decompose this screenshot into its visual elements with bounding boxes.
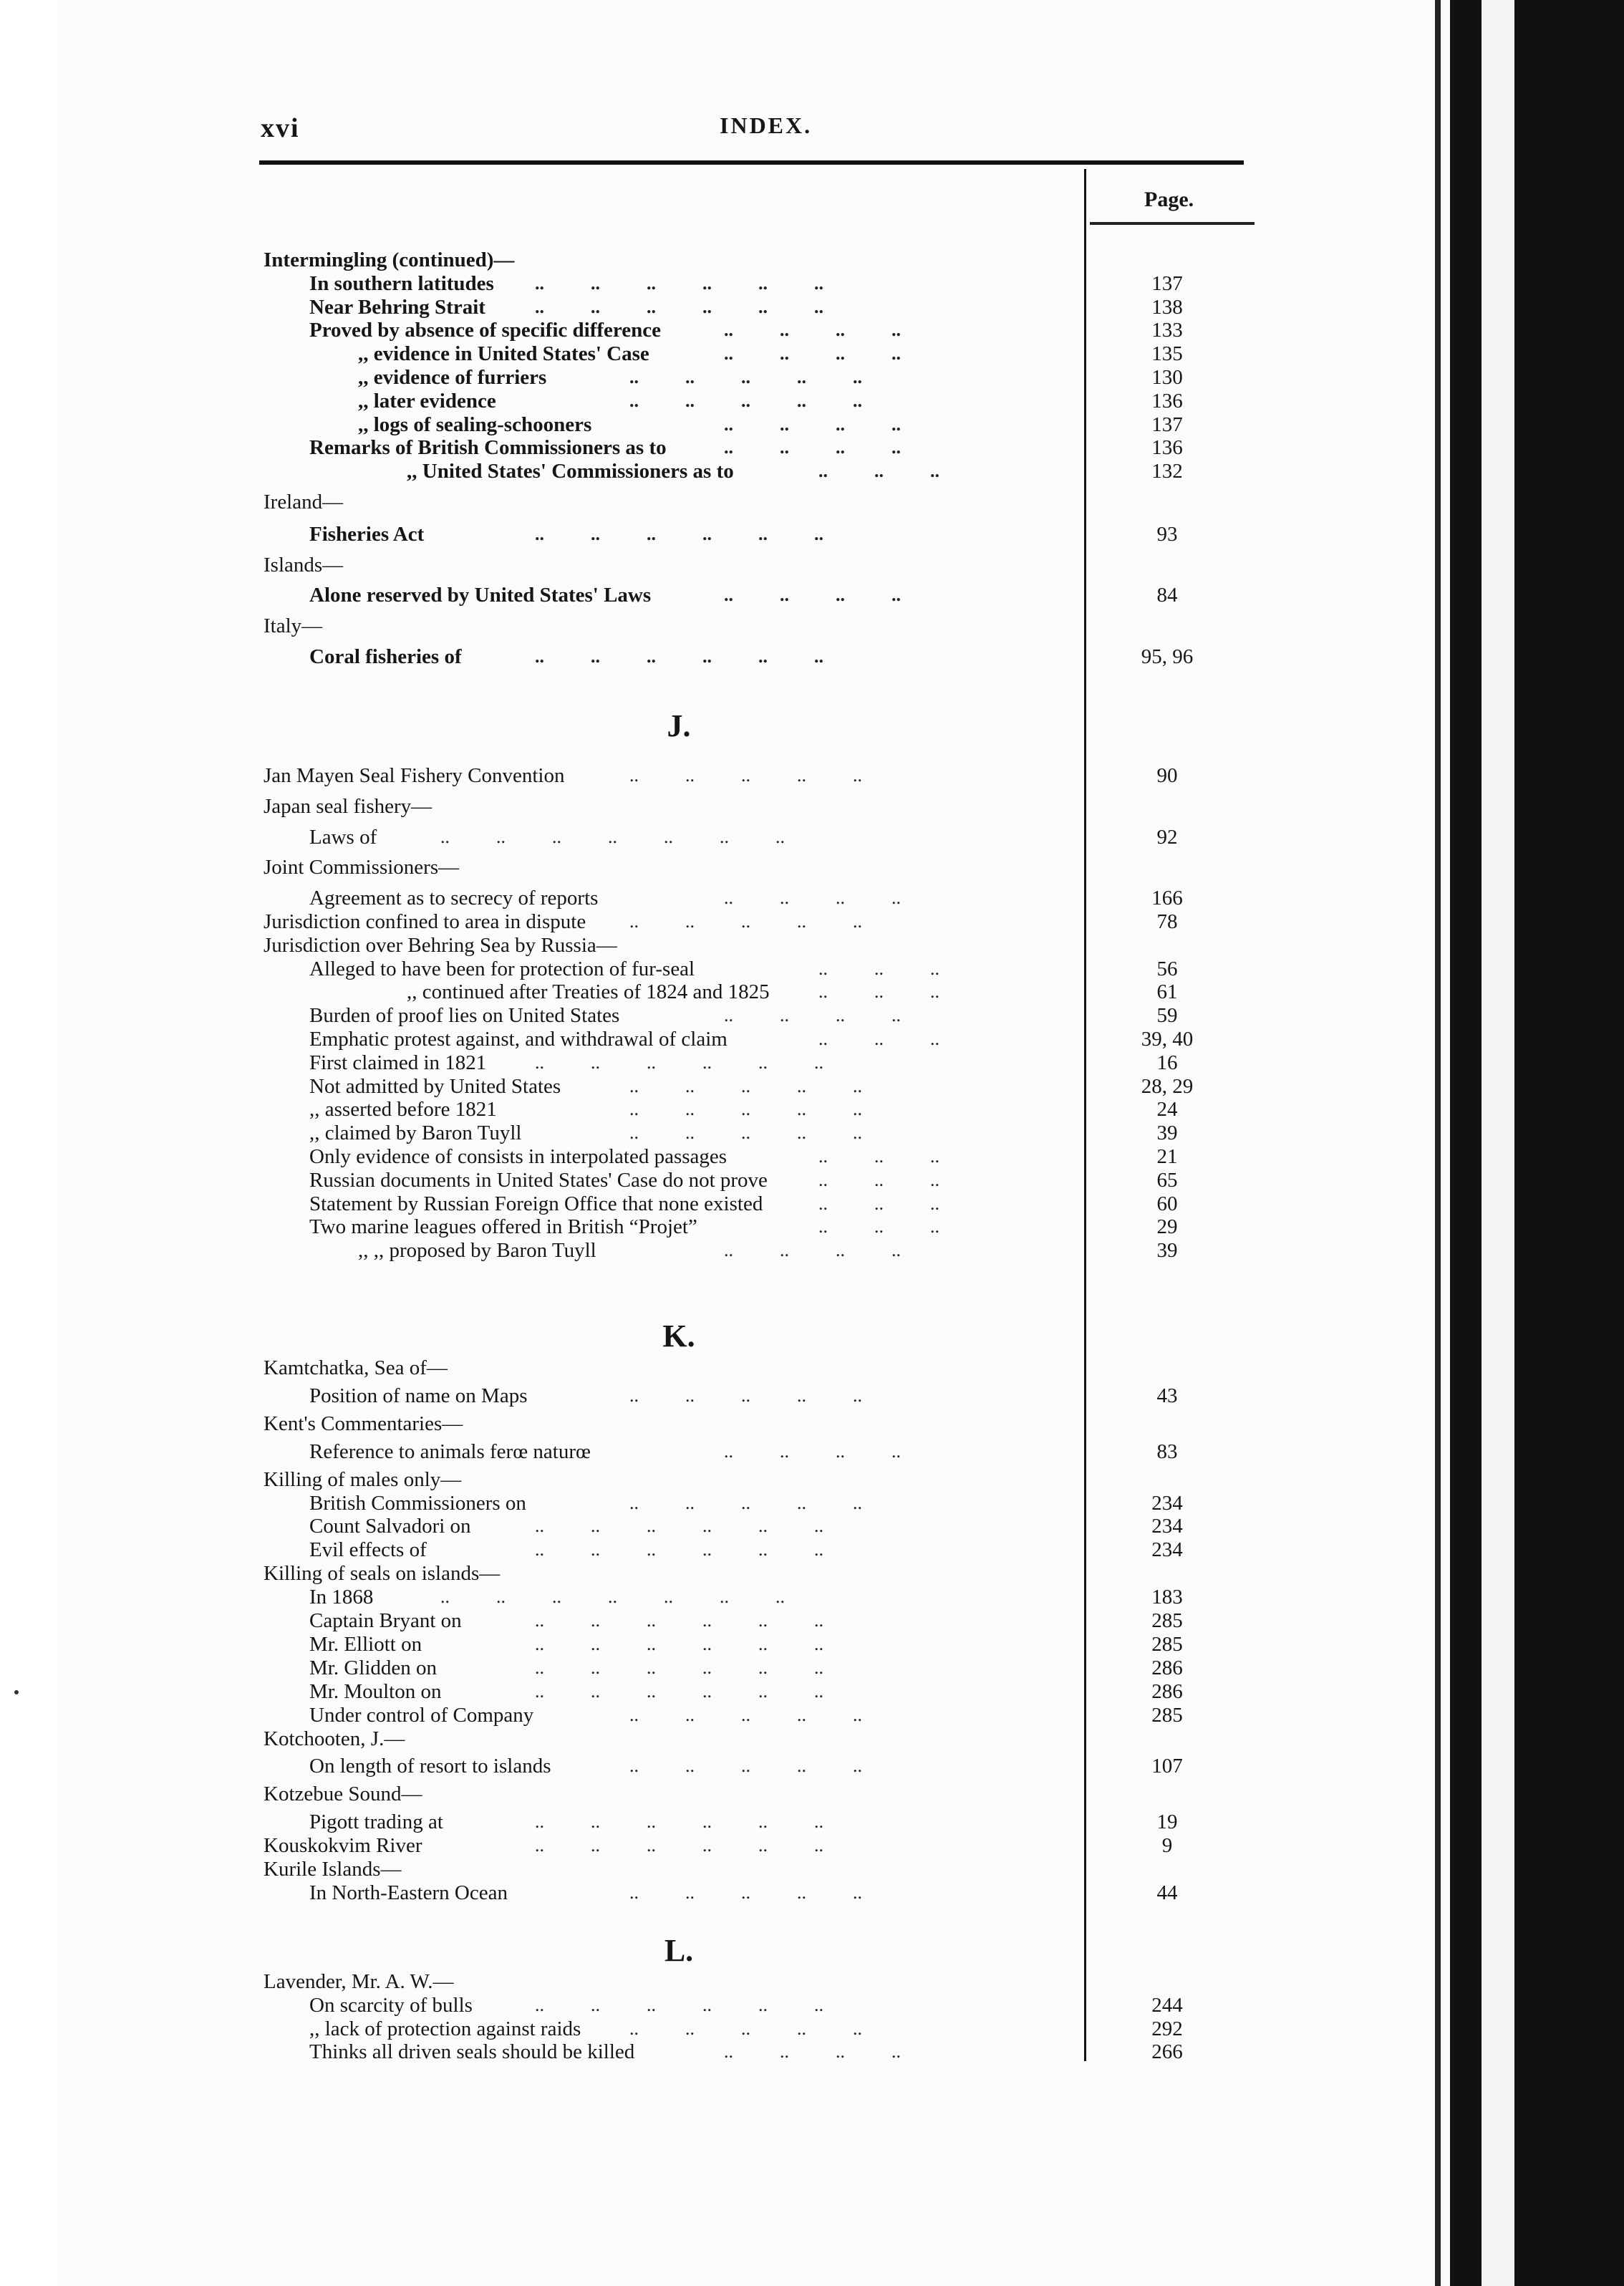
index-entry-text: Mr. Elliott on <box>309 1633 422 1656</box>
index-entry <box>309 295 1081 319</box>
index-entry <box>309 1003 1081 1028</box>
page-number: 130 <box>1151 366 1183 389</box>
dot-leader: .. .. .. .. .. .. .. <box>412 1586 803 1607</box>
index-entry-text: ,, asserted before 1821 <box>309 1098 497 1121</box>
page-number: 78 <box>1156 910 1178 933</box>
index-entry-text: Evil effects of <box>309 1538 427 1561</box>
index-entry-text: Under control of Company <box>309 1704 534 1727</box>
page-number: 21 <box>1156 1145 1178 1168</box>
page-number: 137 <box>1151 413 1183 436</box>
index-entry-text: Reference to animals ferœ naturœ <box>309 1440 591 1463</box>
index-entry-text: Kent's Commentaries— <box>264 1412 463 1435</box>
index-entry <box>309 1384 1081 1408</box>
index-entry <box>309 1074 1081 1099</box>
index-heading <box>264 763 1081 788</box>
dot-leader: .. .. .. .. .. .. <box>507 1681 842 1702</box>
index-entry-text: Kotchooten, J.— <box>264 1727 405 1750</box>
page-number: 56 <box>1156 958 1178 980</box>
dot-leader: .. .. .. <box>791 958 958 979</box>
index-heading <box>264 1857 1081 1881</box>
index-entry <box>358 389 1081 413</box>
index-entry <box>309 1993 1081 2017</box>
index-entry-text: ,, evidence of furriers <box>358 366 547 389</box>
index-entry-text: Mr. Glidden on <box>309 1656 438 1679</box>
index-entry-text: Kurile Islands— <box>264 1858 402 1881</box>
index-entry-text: Only evidence of consists in interpolated passages <box>309 1145 728 1168</box>
index-entry <box>309 1051 1081 1075</box>
page-number: 65 <box>1156 1169 1178 1192</box>
dot-leader: .. .. .. .. <box>696 343 919 364</box>
index-entry-text: On scarcity of bulls <box>309 1994 473 2017</box>
index-heading <box>264 1833 1081 1858</box>
index-entry-text: Captain Bryant on <box>309 1609 462 1632</box>
page-number: 132 <box>1151 460 1183 483</box>
dot-leader: .. .. .. <box>791 1169 958 1190</box>
page-number: 234 <box>1151 1515 1183 1538</box>
page-number: 136 <box>1151 390 1183 413</box>
dot-leader: .. .. .. .. .. <box>601 367 881 387</box>
index-entry <box>309 1609 1081 1633</box>
index-entry-text: Italy— <box>264 614 323 637</box>
dot-leader: .. .. .. .. .. .. <box>507 1634 842 1654</box>
dot-leader: .. .. .. .. <box>696 1240 919 1260</box>
index-entry-text: Joint Commissioners— <box>264 856 460 879</box>
index-entry <box>309 271 1081 296</box>
index-entry <box>309 1679 1081 1704</box>
page-number: 43 <box>1156 1384 1178 1407</box>
dot-leader: .. .. .. .. <box>696 2041 919 2062</box>
index-heading <box>264 855 1081 879</box>
page-number: 266 <box>1151 2040 1183 2063</box>
index-entry <box>309 318 1081 342</box>
page-number: 166 <box>1151 887 1183 910</box>
index-entry-text: Proved by absence of specific difference <box>309 319 662 342</box>
dot-leader: .. .. .. .. <box>696 437 919 458</box>
index-heading <box>264 553 1081 577</box>
page-number: 133 <box>1151 319 1183 342</box>
index-entry <box>309 1585 1081 1609</box>
index-entry-text: Japan seal fishery— <box>264 795 432 818</box>
index-entry-text: In southern latitudes <box>309 272 494 295</box>
index-entry <box>309 886 1081 910</box>
dot-leader: .. .. .. .. <box>696 319 919 340</box>
index-entry-text: Emphatic protest against, and withdrawal of claim <box>309 1028 728 1051</box>
index-entry-text: Alleged to have been for protection of fur-seal <box>309 958 695 980</box>
index-entry <box>309 1538 1081 1562</box>
index-entry-text: Lavender, Mr. A. W.— <box>264 1970 454 1993</box>
index-entry <box>407 459 1081 483</box>
index-entry-text: First claimed in 1821 <box>309 1051 487 1074</box>
dot-leader: .. .. .. .. .. <box>601 765 881 786</box>
page-number: 9 <box>1161 1834 1173 1857</box>
dot-leader: .. .. .. <box>791 1193 958 1214</box>
next-page-edge <box>1450 0 1624 2286</box>
index-heading <box>264 1727 1081 1751</box>
index-entry-text: Kamtchatka, Sea of— <box>264 1356 448 1379</box>
index-heading <box>264 1356 1081 1380</box>
index-entry-text: Alone reserved by United States' Laws <box>309 584 652 607</box>
index-entry <box>358 413 1081 437</box>
index-entry <box>309 645 1081 669</box>
index-entry-text: Laws of <box>309 826 377 849</box>
dot-leader: .. .. .. .. .. <box>601 1076 881 1096</box>
dot-leader: .. .. .. .. .. .. <box>507 524 842 544</box>
index-entry <box>309 1632 1081 1656</box>
dot-leader: .. .. .. .. .. <box>601 1704 881 1725</box>
index-entry-text: Islands— <box>264 554 344 577</box>
page-number: 137 <box>1151 272 1183 295</box>
page-number: 286 <box>1151 1656 1183 1679</box>
page-number: 93 <box>1156 523 1178 546</box>
page-number: 285 <box>1151 1633 1183 1656</box>
page-number: 92 <box>1156 826 1178 849</box>
page-number: 39 <box>1156 1239 1178 1262</box>
dot-leader: .. .. .. .. .. .. <box>507 1657 842 1678</box>
index-heading <box>264 614 1081 638</box>
index-entry <box>407 980 1081 1004</box>
index-entry-text: ,, later evidence <box>358 390 496 413</box>
page-number: 59 <box>1156 1004 1178 1027</box>
index-entry-text: ,, United States' Commissioners as to <box>407 460 734 483</box>
index-entry <box>309 2040 1081 2064</box>
dot-leader: .. .. .. .. .. .. <box>507 1811 842 1832</box>
running-head: INDEX. <box>720 112 813 138</box>
page-number: 90 <box>1156 764 1178 787</box>
dot-leader: .. .. .. .. .. .. <box>507 1539 842 1560</box>
scan-speck <box>14 1690 19 1694</box>
index-entry-text: Ireland— <box>264 491 344 513</box>
dot-leader: .. .. .. .. .. .. <box>507 296 842 317</box>
dot-leader: .. .. .. .. .. <box>601 2018 881 2039</box>
index-entry-text: Statement by Russian Foreign Office that none existed <box>309 1192 763 1215</box>
dot-leader: .. .. .. .. <box>696 887 919 908</box>
index-heading <box>264 794 1081 819</box>
dot-leader: .. .. .. .. <box>696 1005 919 1026</box>
page-column-rule <box>1084 169 1086 2061</box>
page-number: 138 <box>1151 296 1183 319</box>
index-entry-text: Thinks all driven seals should be killed <box>309 2040 635 2063</box>
page-number: 61 <box>1156 980 1178 1003</box>
dot-leader: .. .. .. .. .. <box>601 390 881 411</box>
index-entry-text: In North-Eastern Ocean <box>309 1881 508 1904</box>
page-number: 16 <box>1156 1051 1178 1074</box>
dot-leader: .. .. .. .. .. .. .. <box>412 826 803 847</box>
section-letter-j: J. <box>667 708 691 743</box>
dot-leader: .. .. .. .. .. <box>601 911 881 932</box>
page-number: 60 <box>1156 1192 1178 1215</box>
dot-leader: .. .. .. .. .. .. <box>507 1995 842 2015</box>
dot-leader: .. .. .. .. .. <box>601 1122 881 1143</box>
section-letter-k: K. <box>662 1318 695 1354</box>
index-heading <box>264 248 1081 272</box>
index-entry <box>309 2017 1081 2041</box>
index-entry <box>309 1810 1081 1834</box>
dot-leader: .. .. .. .. <box>696 414 919 435</box>
index-entry-text: British Commissioners on <box>309 1492 526 1515</box>
page-number: 83 <box>1156 1440 1178 1463</box>
index-entry <box>309 825 1081 849</box>
page-number: 285 <box>1151 1609 1183 1632</box>
index-entry <box>358 365 1081 390</box>
dot-leader: .. .. .. .. .. .. <box>507 273 842 294</box>
index-entry-text: Not admitted by United States <box>309 1075 561 1098</box>
page-number: 183 <box>1151 1586 1183 1609</box>
index-entry-text: On length of resort to islands <box>309 1755 551 1778</box>
index-entry <box>309 522 1081 546</box>
index-entry-text: Count Salvadori on <box>309 1515 471 1538</box>
index-entry-text: Near Behring Strait <box>309 296 485 319</box>
index-entry <box>309 957 1081 981</box>
index-entry-text: In 1868 <box>309 1586 374 1609</box>
index-entry-text: Position of name on Maps <box>309 1384 528 1407</box>
index-entry-text: Intermingling (continued)— <box>264 249 515 271</box>
page-number: 39 <box>1156 1122 1178 1144</box>
index-entry-text: Fisheries Act <box>309 523 425 546</box>
index-entry <box>309 1514 1081 1538</box>
index-heading <box>264 1412 1081 1436</box>
page-number: 44 <box>1156 1881 1178 1904</box>
page-number: 29 <box>1156 1215 1178 1238</box>
index-entry-text: Kouskokvim River <box>264 1834 422 1857</box>
index-entry <box>309 1656 1081 1680</box>
page-number: 95, 96 <box>1141 645 1194 668</box>
index-entry-text: ,, ,, proposed by Baron Tuyll <box>358 1239 596 1262</box>
index-entry <box>309 1192 1081 1216</box>
page-number: 39, 40 <box>1141 1028 1194 1051</box>
index-heading <box>264 1561 1081 1586</box>
dot-leader: .. .. .. .. .. .. <box>507 1835 842 1856</box>
page-number: 136 <box>1151 436 1183 459</box>
index-entry-text: ,, continued after Treaties of 1824 and 1825 <box>407 980 770 1003</box>
index-entry-text: ,, claimed by Baron Tuyll <box>309 1122 522 1144</box>
dot-leader: .. .. .. .. .. <box>601 1099 881 1119</box>
dot-leader: .. .. .. .. <box>696 584 919 605</box>
index-entry <box>309 1881 1081 1905</box>
page-number: 107 <box>1151 1755 1183 1778</box>
page-column-header-rule <box>1090 222 1255 225</box>
index-entry-text: Jurisdiction over Behring Sea by Russia— <box>264 934 617 957</box>
index-entry-text: Pigott trading at <box>309 1810 443 1833</box>
page-number: 234 <box>1151 1538 1183 1561</box>
index-entry-text: Jan Mayen Seal Fishery Convention <box>264 764 565 787</box>
page-number: 24 <box>1156 1098 1178 1121</box>
index-entry <box>358 342 1081 366</box>
dot-leader: .. .. .. .. .. <box>601 1385 881 1406</box>
index-entry-text: Remarks of British Commissioners as to <box>309 436 667 459</box>
index-heading <box>264 910 1081 934</box>
index-entry-text: ,, evidence in United States' Case <box>358 342 649 365</box>
index-entry <box>309 1027 1081 1051</box>
index-entry-text: Russian documents in United States' Case do not prove <box>309 1169 768 1192</box>
page-number: 28, 29 <box>1141 1075 1194 1098</box>
index-heading <box>264 933 1081 958</box>
index-entry-text: Two marine leagues offered in British “Projet” <box>309 1215 697 1238</box>
index-entry <box>358 1238 1081 1263</box>
index-entry <box>309 1215 1081 1239</box>
dot-leader: .. .. .. .. .. .. <box>507 1515 842 1536</box>
index-heading <box>264 1467 1081 1492</box>
index-entry-text: Jurisdiction confined to area in dispute <box>264 910 586 933</box>
index-entry <box>309 1439 1081 1464</box>
dot-leader: .. .. .. <box>791 1216 958 1237</box>
index-entry-text: Mr. Moulton on <box>309 1680 442 1703</box>
page-number: 285 <box>1151 1704 1183 1727</box>
index-entry-text: Kotzebue Sound— <box>264 1783 422 1805</box>
index-entry <box>309 1754 1081 1778</box>
page-number: 234 <box>1151 1492 1183 1515</box>
dot-leader: .. .. .. .. .. .. <box>507 1610 842 1631</box>
index-entry <box>309 1097 1081 1122</box>
index-entry-text: ,, lack of protection against raids <box>309 2017 581 2040</box>
dot-leader: .. .. .. <box>791 981 958 1002</box>
dot-leader: .. .. .. <box>791 460 958 481</box>
page-number: 292 <box>1151 2017 1183 2040</box>
section-letter-l: L. <box>664 1933 694 1968</box>
index-entry <box>309 1168 1081 1192</box>
dot-leader: .. .. .. .. .. .. <box>507 646 842 667</box>
index-heading <box>264 1969 1081 1994</box>
index-entry <box>309 435 1081 460</box>
index-entry <box>309 1121 1081 1145</box>
page-number: 84 <box>1156 584 1178 607</box>
index-entry-text: Agreement as to secrecy of reports <box>309 887 599 910</box>
page-folio: xvi <box>261 113 300 143</box>
index-entry-text: Killing of seals on islands— <box>264 1562 501 1585</box>
index-entry <box>309 1703 1081 1727</box>
page-number: 286 <box>1151 1680 1183 1703</box>
dot-leader: .. .. .. .. <box>696 1441 919 1462</box>
index-entry-text: Killing of males only— <box>264 1468 462 1491</box>
index-entry-text: Coral fisheries of <box>309 645 462 668</box>
index-entry <box>309 1144 1081 1169</box>
index-entry <box>309 1491 1081 1515</box>
dot-leader: .. .. .. <box>791 1146 958 1167</box>
index-heading <box>264 1782 1081 1806</box>
dot-leader: .. .. .. .. .. <box>601 1492 881 1513</box>
dot-leader: .. .. .. <box>791 1028 958 1049</box>
header-rule <box>259 160 1244 165</box>
dot-leader: .. .. .. .. .. .. <box>507 1052 842 1073</box>
page-number: 19 <box>1156 1810 1178 1833</box>
page-edge-line <box>1435 0 1441 2286</box>
page-number: 244 <box>1151 1994 1183 2017</box>
dot-leader: .. .. .. .. .. <box>601 1882 881 1903</box>
index-entry-text: Burden of proof lies on United States <box>309 1004 620 1027</box>
page-number: 135 <box>1151 342 1183 365</box>
dot-leader: .. .. .. .. .. <box>601 1755 881 1776</box>
index-entry <box>309 583 1081 607</box>
index-heading <box>264 490 1081 514</box>
index-entry-text: ,, logs of sealing-schooners <box>358 413 592 436</box>
page-column-header: Page. <box>1144 188 1194 211</box>
